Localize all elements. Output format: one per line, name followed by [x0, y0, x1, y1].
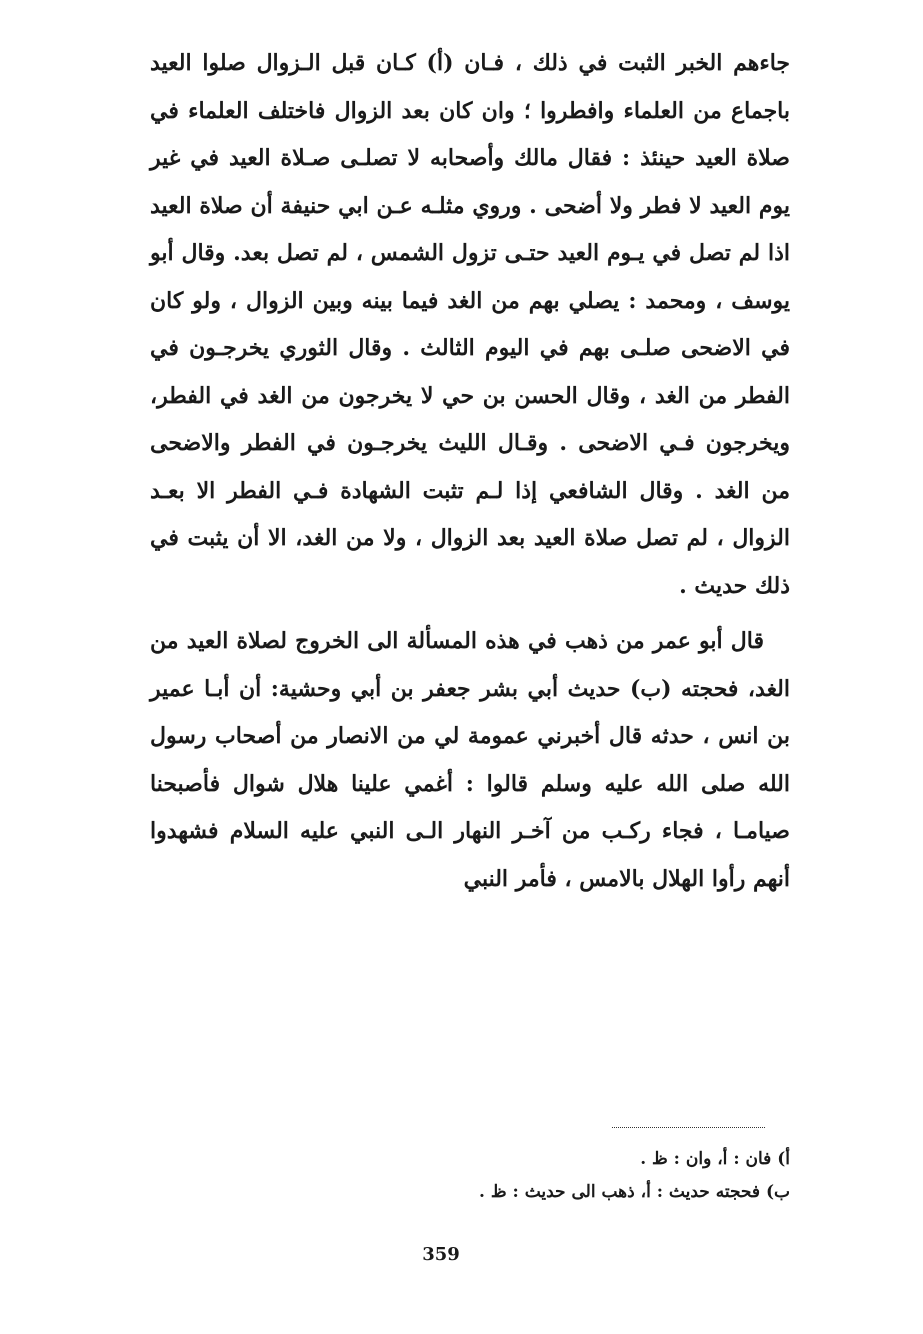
- page-number: 359: [422, 1244, 460, 1265]
- main-text: [150, 40, 790, 903]
- footnote-b: ب) فحجته حديث : أ، ذهب الى حديث : ظ .: [479, 1182, 790, 1202]
- footnotes: [300, 1143, 790, 1209]
- paragraph-2: قال أبو عمر من ذهب في هذه المسألة الى الخروج لصلاة العيد من الغد، فحجته (ب) حديث أبي بشر جعفر بن أبي وحشية: أن أبـا عمير بن انس ، حدثه قال أخبرني عمومة لي من الانصار من أصحاب رسول الله صلى الله عليه وسلم قالوا : أغمي علينا هلال شوال فأصبحنا صيامـا ، فجاء ركـب من آخـر النهار الـى النبي عليه السلام فشهدوا أنهم رأوا الهلال بالامس ، فأمر النبي: [150, 628, 790, 892]
- footnote-divider: [612, 1127, 765, 1128]
- footnote-a: أ) فان : أ، وان : ظ .: [640, 1149, 790, 1169]
- paragraph-1: جاءهم الخبر الثبت في ذلك ، فـان (أ) كـان قبل الـزوال صلوا العيد باجماع من العلماء وافطروا ؛ وان كان بعد الزوال فاختلف العلماء في صلاة العيد حينئذ : فقال مالك وأصحابه لا تصلـى صـلاة العيد في غير يوم العيد لا فطر ولا أضحى . وروي مثلـه عـن ابي حنيفة أن صلاة العيد اذا لم تصل في يـوم العيد حتـى تزول الشمس ، لم تصل بعد. وقال أبو يوسف ، ومحمد : يصلي بهم من الغد فيما بينه وبين الزوال ، ولو كان في الاضحى صلـى بهم في اليوم الثالث . وقال الثوري يخرجـون في الفطر من الغد ، وقال الحسن بن حي لا يخرجون من الغد في الفطر، ويخرجون فـي الاضحى . وقـال الليث يخرجـون في الفطر والاضحى من الغد . وقال الشافعي إذا لـم تثبت الشهادة فـي الفطر الا بعـد الزوال ، لم تصل صلاة العيد بعد الزوال ، ولا من الغد، الا أن يثبت في ذلك حديث .: [150, 50, 790, 599]
